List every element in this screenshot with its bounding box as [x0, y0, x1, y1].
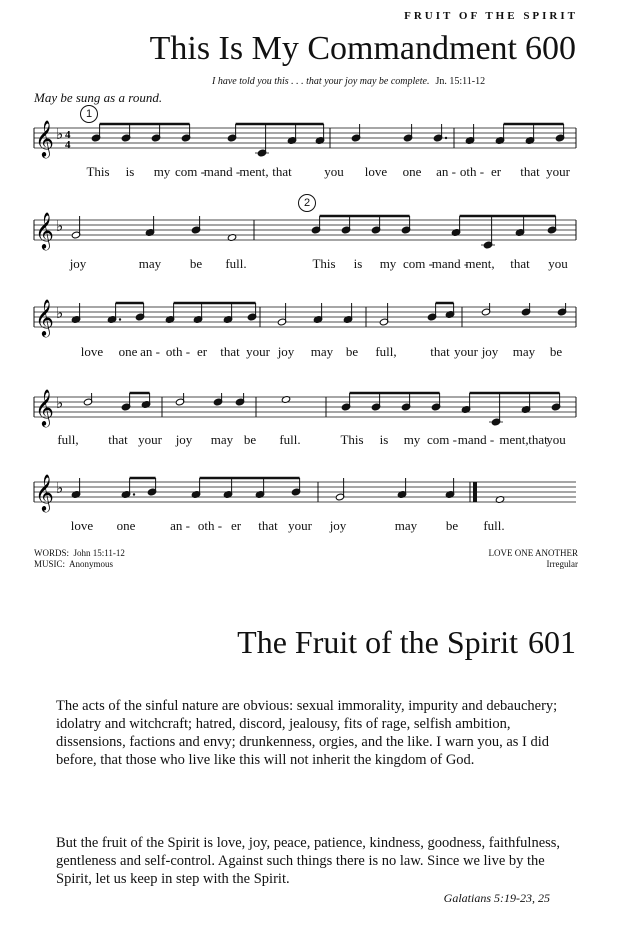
lyric-syllable: is [379, 432, 389, 447]
music-credit: MUSIC: Anonymous [34, 559, 114, 569]
lyric-syllable: your [246, 344, 270, 359]
hymn-title-block [150, 30, 576, 68]
dot [445, 137, 447, 139]
lyrics-line-4 [0, 432, 640, 450]
hymn-title: This Is My Commandment [149, 30, 517, 67]
lyric-syllable: you [548, 256, 568, 271]
lyric-syllable: be [345, 344, 359, 359]
lyric-syllable: may [394, 518, 418, 533]
hymn-credits [34, 548, 125, 570]
lyric-syllable: er [196, 344, 208, 359]
lyric-syllable: your [138, 432, 162, 447]
running-head: FRUIT OF THE SPIRIT [404, 10, 578, 22]
lyric-syllable: joy [329, 518, 347, 533]
flat-key-signature-icon: ♭ [56, 479, 64, 497]
lyrics-line-2 [0, 256, 640, 274]
time-signature-bottom: 4 [65, 139, 71, 151]
flat-key-signature-icon: ♭ [56, 125, 64, 143]
reading-number: 601 [528, 624, 576, 660]
reading-title-block [237, 624, 576, 661]
lyric-syllable: full. [483, 518, 505, 533]
lyric-syllable: com - [427, 432, 457, 447]
lyric-syllable: full, [375, 344, 397, 359]
lyric-syllable: my [379, 256, 397, 271]
lyric-syllable: com - [175, 164, 205, 179]
reading-citation: Galatians 5:19-23, 25 [443, 891, 550, 905]
lyric-syllable: full. [279, 432, 301, 447]
lyric-syllable: is [353, 256, 363, 271]
lyric-syllable: com - [403, 256, 433, 271]
lyric-syllable: an - [170, 518, 190, 533]
reading-title: The Fruit of the Spirit [237, 624, 518, 660]
lyric-syllable: your [546, 164, 570, 179]
lyric-syllable: This [312, 256, 336, 271]
lyric-syllable: mand - [431, 256, 469, 271]
lyric-syllable: er [490, 164, 502, 179]
lyric-syllable: my [403, 432, 421, 447]
lyric-syllable: one [116, 518, 136, 533]
treble-clef-icon: 𝄞 [35, 298, 54, 336]
tune-name: LOVE ONE ANOTHER [488, 548, 578, 558]
scripture-reference: Jn. 15:11-12 [435, 76, 486, 87]
tune-info [489, 548, 579, 570]
lyric-syllable: ment, [239, 164, 269, 179]
lyric-syllable: be [549, 344, 563, 359]
lyric-syllable: you [324, 164, 344, 179]
lyric-syllable: one [402, 164, 422, 179]
lyric-syllable: may [310, 344, 334, 359]
lyric-syllable: that [520, 164, 540, 179]
lyric-syllable: may [210, 432, 234, 447]
lyric-syllable: my [153, 164, 171, 179]
lyric-syllable: an - [436, 164, 456, 179]
lyric-syllable: that [272, 164, 292, 179]
lyric-syllable: that [220, 344, 240, 359]
scripture-quote: I have told you this . . . that your joy may be complete. [212, 76, 430, 87]
lyric-syllable: joy [69, 256, 87, 271]
lyric-syllable: joy [277, 344, 295, 359]
flat-key-signature-icon: ♭ [56, 217, 64, 235]
words-credit: WORDS: John 15:11-12 [34, 548, 125, 558]
lyric-syllable: your [288, 518, 312, 533]
treble-clef-icon: 𝄞 [35, 119, 54, 157]
final-barline [473, 482, 477, 502]
lyric-syllable: mand - [203, 164, 241, 179]
round-mark-2: 2 [298, 194, 316, 212]
lyric-syllable: love [364, 164, 388, 179]
lyric-syllable: may [138, 256, 162, 271]
hymn-number: 600 [525, 30, 576, 67]
lyric-syllable: full, [57, 432, 79, 447]
round-mark-1: 1 [80, 105, 98, 123]
lyric-syllable: that [108, 432, 128, 447]
lyric-syllable: This [340, 432, 364, 447]
lyric-syllable: one [118, 344, 138, 359]
treble-clef-icon: 𝄞 [35, 473, 54, 511]
treble-clef-icon: 𝄞 [35, 388, 54, 426]
lyric-syllable: er [230, 518, 242, 533]
lyric-syllable: that [510, 256, 530, 271]
lyric-syllable: joy [481, 344, 499, 359]
lyric-syllable: ment, [499, 432, 529, 447]
lyric-syllable: your [454, 344, 478, 359]
lyric-syllable: that [258, 518, 278, 533]
lyric-syllable: you [546, 432, 566, 447]
lyrics-line-5 [0, 518, 640, 536]
hymn-scripture [212, 76, 485, 87]
lyric-syllable: be [445, 518, 459, 533]
meter: Irregular [546, 559, 578, 569]
flat-key-signature-icon: ♭ [56, 304, 64, 322]
lyric-syllable: joy [175, 432, 193, 447]
lyrics-line-1 [0, 164, 640, 182]
performance-note: May be sung as a round. [34, 90, 163, 105]
dot [133, 493, 135, 495]
time-signature-top: 4 [65, 129, 71, 141]
reading-paragraph-1: The acts of the sinful nature are obvious: sexual immorality, impurity and debauchery; idolatry and witchcraft; hatred, discord, jealousy, fits of rage, selfish ambition, dissensions, factions and envy; drunkenness, orgies, and the like. I warn you, as I did before, that those who live like this will not inherit the kingdom of God. [56, 698, 558, 768]
reading-paragraph-2: But the fruit of the Spirit is love, joy, peace, patience, kindness, goodness, faithfulness, gentleness and self-control. Against such things there is no law. Since we live by the Spirit, let us keep in step with the Spirit. [56, 835, 561, 887]
lyric-syllable: This [86, 164, 110, 179]
lyric-syllable: may [512, 344, 536, 359]
lyric-syllable: is [125, 164, 135, 179]
lyric-syllable: oth - [197, 518, 223, 533]
lyric-syllable: oth - [165, 344, 191, 359]
lyric-syllable: an - [140, 344, 160, 359]
lyric-syllable: that [528, 432, 548, 447]
dot [119, 318, 121, 320]
lyric-syllable: love [70, 518, 94, 533]
lyric-syllable: ment, [465, 256, 495, 271]
lyric-syllable: that [430, 344, 450, 359]
lyric-syllable: oth - [459, 164, 485, 179]
lyrics-line-3 [0, 344, 640, 362]
lyric-syllable: be [243, 432, 257, 447]
flat-key-signature-icon: ♭ [56, 394, 64, 412]
lyric-syllable: full. [225, 256, 247, 271]
lyric-syllable: be [189, 256, 203, 271]
lyric-syllable: love [80, 344, 104, 359]
treble-clef-icon: 𝄞 [35, 211, 54, 249]
lyric-syllable: mand - [457, 432, 495, 447]
